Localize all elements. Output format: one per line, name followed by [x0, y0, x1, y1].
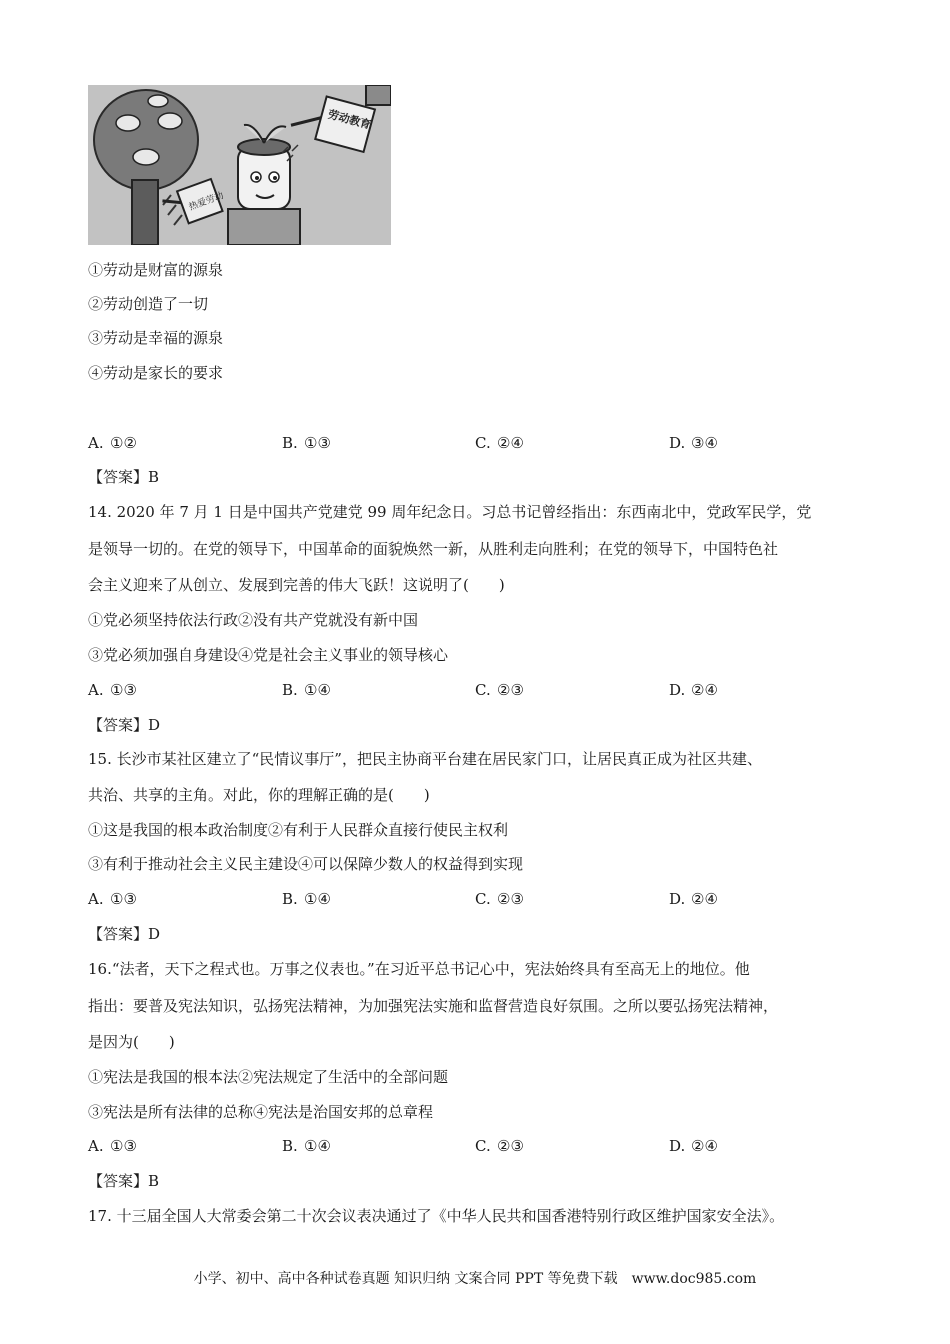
q14-item-2: ③党必须加强自身建设④党是社会主义事业的领导核心	[88, 646, 449, 664]
q14-option-c: C. ②③	[475, 681, 524, 699]
page-footer: 小学、初中、高中各种试卷真题 知识归纳 文案合同 PPT 等免费下载 www.doc985.com	[193, 1271, 757, 1287]
q13-item-2: ②劳动创造了一切	[88, 295, 209, 313]
q15-option-b: B. ①④	[282, 890, 331, 908]
q16-stem-line-1: 16.“法者，天下之程式也。万事之仪表也。”在习近平总书记心中，宪法始终具有至高无上的地位。他	[88, 960, 750, 978]
q16-stem-line-3: 是因为( )	[88, 1033, 175, 1051]
q13-option-d: D. ③④	[669, 434, 718, 452]
q15-option-d: D. ②④	[669, 890, 718, 908]
q15-item-1: ①这是我国的根本政治制度②有利于人民群众直接行使民主权利	[88, 821, 509, 839]
q13-item-1: ①劳动是财富的源泉	[88, 261, 224, 279]
q14-option-d: D. ②④	[669, 681, 718, 699]
q16-option-a: A. ①③	[88, 1137, 137, 1155]
q16-item-1: ①宪法是我国的根本法②宪法规定了生活中的全部问题	[88, 1068, 449, 1086]
can-top-label: 劳动教育	[326, 107, 373, 132]
q13-options	[88, 433, 788, 453]
q16-stem-line-2: 指出：要普及宪法知识，弘扬宪法精神，为加强宪法实施和监督营造良好氛围。之所以要弘扬宪法精神，	[88, 997, 779, 1015]
q15-option-c: C. ②③	[475, 890, 524, 908]
q14-item-1: ①党必须坚持依法行政②没有共产党就没有新中国	[88, 611, 419, 629]
q16-item-2: ③宪法是所有法律的总称④宪法是治国安邦的总章程	[88, 1103, 434, 1121]
q14-stem-line-1: 14. 2020 年 7 月 1 日是中国共产党建党 99 周年纪念日。习总书记曾经指出：东西南北中，党政军民学，党	[88, 503, 812, 521]
q15-answer: 【答案】D	[88, 925, 161, 943]
q13-option-c: C. ②④	[475, 434, 524, 452]
q16-option-c: C. ②③	[475, 1137, 524, 1155]
q16-answer: 【答案】B	[88, 1172, 160, 1190]
q13-item-3: ③劳动是幸福的源泉	[88, 329, 224, 347]
q13-option-a: A. ①②	[88, 434, 137, 452]
can-left-label: 热爱劳动	[187, 191, 226, 213]
q15-options	[88, 889, 788, 909]
q14-options	[88, 680, 788, 700]
q14-answer: 【答案】D	[88, 716, 161, 734]
q16-option-b: B. ①④	[282, 1137, 331, 1155]
q16-options	[88, 1136, 788, 1156]
q14-stem-line-3: 会主义迎来了从创立、发展到完善的伟大飞跃！这说明了( )	[88, 576, 505, 594]
q15-item-2: ③有利于推动社会主义民主建设④可以保障少数人的权益得到实现	[88, 855, 524, 873]
q17-stem-line-1: 17. 十三届全国人大常委会第二十次会议表决通过了《中华人民共和国香港特别行政区维护国家安全法》。	[88, 1207, 785, 1225]
q14-option-a: A. ①③	[88, 681, 137, 699]
q14-option-b: B. ①④	[282, 681, 331, 699]
labor-education-illustration	[88, 85, 391, 245]
q15-stem-line-2: 共治、共享的主角。对此，你的理解正确的是( )	[88, 786, 430, 804]
q13-answer: 【答案】B	[88, 468, 160, 486]
q14-stem-line-2: 是领导一切的。在党的领导下，中国革命的面貌焕然一新，从胜利走向胜利；在党的领导下，中国特色社	[88, 540, 779, 558]
q13-option-b: B. ①③	[282, 434, 331, 452]
q16-option-d: D. ②④	[669, 1137, 718, 1155]
q13-item-4: ④劳动是家长的要求	[88, 364, 224, 382]
q15-option-a: A. ①③	[88, 890, 137, 908]
q15-stem-line-1: 15. 长沙市某社区建立了“民情议事厅”，把民主协商平台建在居民家门口，让居民真正成为社区共建、	[88, 750, 762, 768]
